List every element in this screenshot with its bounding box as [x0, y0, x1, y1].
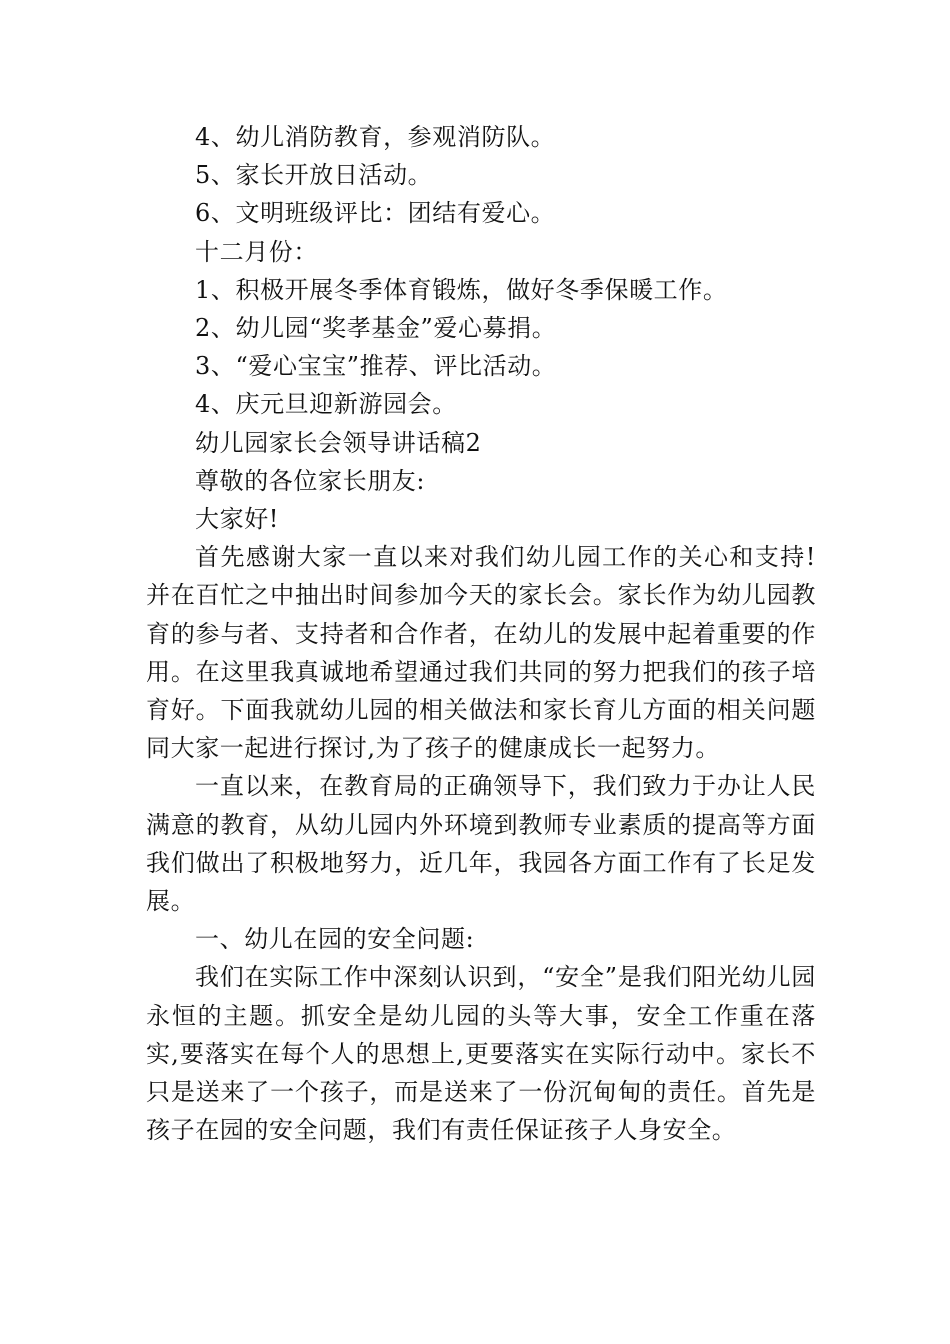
- speech-paragraph-achievements: 一直以来，在教育局的正确领导下，我们致力于办让人民满意的教育，从幼儿园内外环境到教师专业素质的提高等方面我们做出了积极地努力，近几年，我园各方面工作有了长足发展。: [146, 772, 816, 916]
- document-body: [146, 118, 816, 1149]
- paragraph-item-donation: 2、幼儿园“奖孝基金”爱心募捐。: [195, 314, 557, 343]
- paragraph-item-new-year-fair: 4、庆元旦迎新游园会。: [195, 390, 457, 419]
- speech-paragraph-safety: 我们在实际工作中深刻认识到，“安全”是我们阳光幼儿园永恒的主题。抓安全是幼儿园的头等大事，安全工作重在落实,要落实在每个人的思想上,更要落实在实际行动中。家长不只是送来了一个孩子，而是送来了一份沉甸甸的责任。首先是孩子在园的安全问题，我们有责任保证孩子人身安全。: [146, 963, 816, 1145]
- paragraph-item-winter-exercise: 1、积极开展冬季体育锻炼，做好冬季保暖工作。: [195, 275, 728, 304]
- paragraph-item-parent-open-day: 5、家长开放日活动。: [195, 161, 433, 190]
- section-heading-december: 十二月份：: [195, 237, 318, 266]
- paragraph-item-class-evaluation: 6、文明班级评比：团结有爱心。: [195, 199, 556, 228]
- speech-salutation: 尊敬的各位家长朋友:: [195, 466, 426, 495]
- speech-title: 幼儿园家长会领导讲话稿2: [195, 428, 482, 457]
- speech-greeting: 大家好!: [195, 505, 280, 534]
- paragraph-item-fire-education: 4、幼儿消防教育，参观消防队。: [195, 123, 556, 151]
- speech-section-safety-heading: 一、幼儿在园的安全问题:: [195, 925, 475, 954]
- speech-paragraph-thanks: 首先感谢大家一直以来对我们幼儿园工作的关心和支持!并在百忙之中抽出时间参加今天的家长会。家长作为幼儿园教育的参与者、支持者和合作者，在幼儿的发展中起着重要的作用。在这里我真诚地希望通过我们共同的努力把我们的孩子培育好。下面我就幼儿园的相关做法和家长育儿方面的相关问题同大家一起进行探讨,为了孩子的健康成长一起努力。: [146, 543, 816, 763]
- paragraph-item-baby-selection: 3、“爱心宝宝”推荐、评比活动。: [195, 352, 557, 381]
